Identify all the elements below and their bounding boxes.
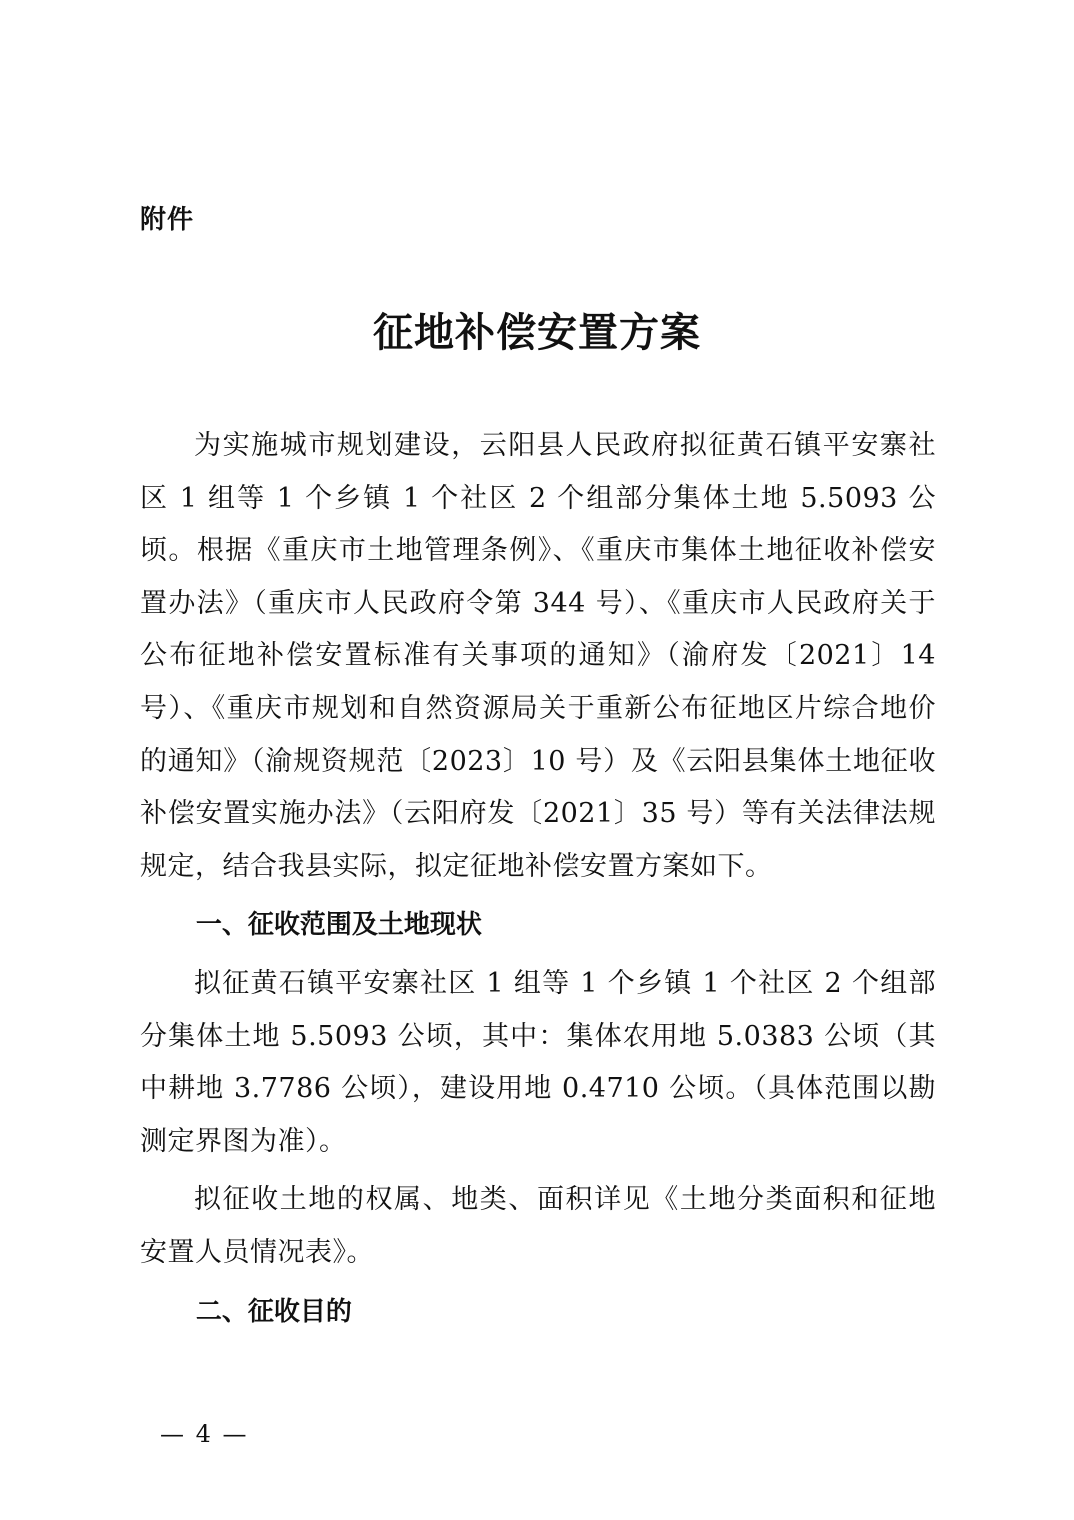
document-body — [140, 420, 936, 1338]
section-1-heading: 一、征收范围及土地现状 — [195, 910, 482, 941]
page-number: — 4 — — [160, 1420, 249, 1448]
intro-paragraph: 为实施城市规划建设，云阳县人民政府拟征黄石镇平安寨社区 1 组等 1 个乡镇 1 个社区 2 个组部分集体土地 5.5093 公顷。根据《重庆市土地管理条例》、《重庆市集体土地征收补偿安置办法》（重庆市人民政府令第 344 号）、《重庆市人民政府关于公布征地补偿安置标准有关事项的通知》（渝府发〔2021〕14 号）、《重庆市规划和自然资源局关于重新公布征地区片综合地价的通知》（渝规资规范〔2023〕10 号）及《云阳县集体土地征收补偿安置实施办法》（云阳府发〔2021〕35 号）等有关法律法规规定，结合我县实际，拟定征地补偿安置方案如下。 — [140, 430, 936, 882]
document-title: 征地补偿安置方案 — [373, 309, 701, 356]
section-1-paragraph-1: 拟征黄石镇平安寨社区 1 组等 1 个乡镇 1 个社区 2 个组部分集体土地 5.5093 公顷，其中：集体农用地 5.0383 公顷（其中耕地 3.7786 公顷），建设用地 0.4710 公顷。（具体范围以勘测定界图为准）。 — [140, 967, 936, 1157]
section-2-heading: 二、征收目的 — [195, 1296, 352, 1327]
attachment-label: 附件 — [140, 205, 195, 235]
section-1-paragraph-2: 拟征收土地的权属、地类、面积详见《土地分类面积和征地安置人员情况表》。 — [140, 1184, 936, 1268]
